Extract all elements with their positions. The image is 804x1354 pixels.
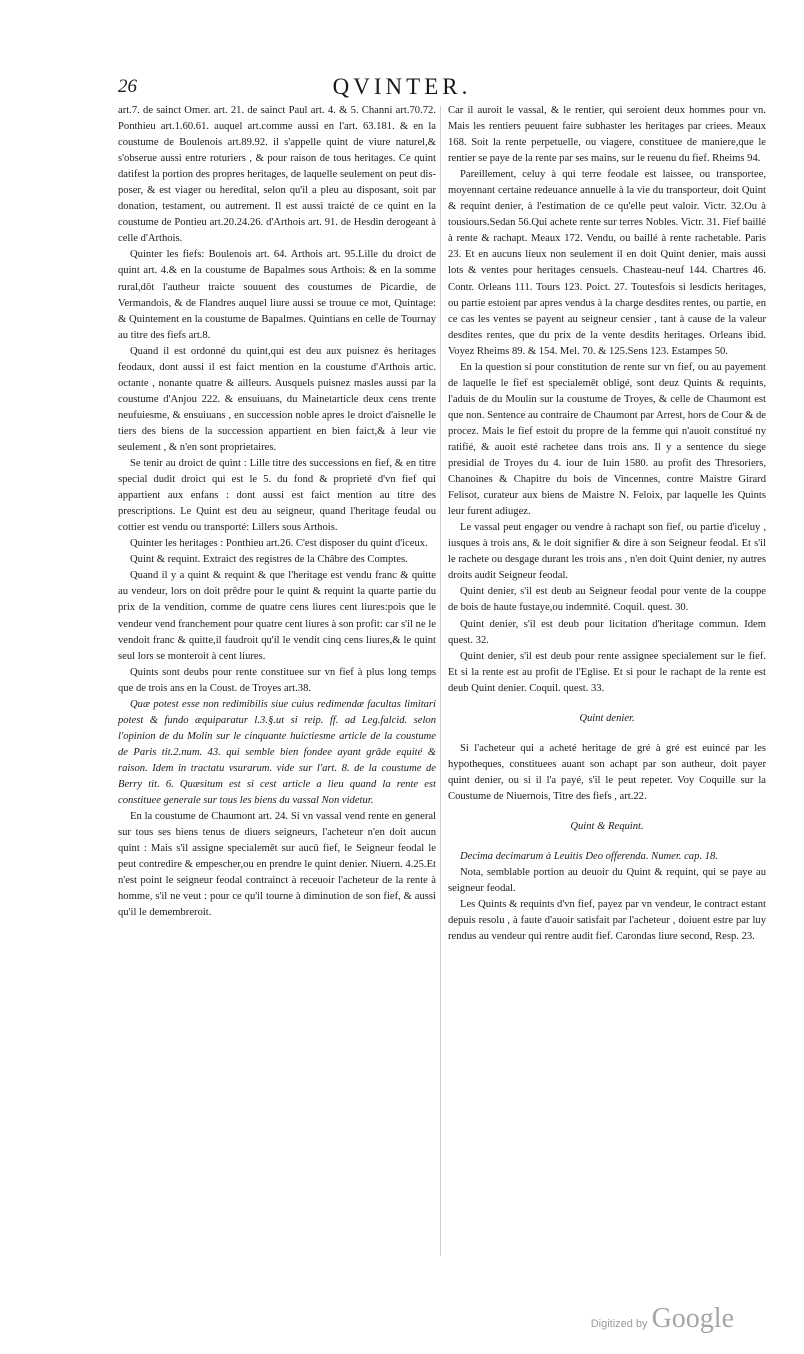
paragraph: En la coustume de Chaumont art. 24. Si vn vassal vend rente en general sur tous ses biens tenus de diuers seigneurs, l'acheteur n'en doit aucun quint : Mais s'il assigne specialemēt sur aucū fief, le Seigneur feodal le peut contredire & empescher,ou en prendre le quint denier. Niuern. 4.25.Et n'est point le seigneur feodal contrainct à receuoir l'acheteur de la rente à homme, s'il ne veut : pour ce qu'il tourne à diminution de son fief, & aussi qu'il le demembreroit. xyxy=(118,811,436,919)
paragraph: Pareillement, celuy à qui terre feodale est laissee, ou transportee, moyennant certaine redeuance annuelle à la vie du transporteur, doit Quint & requint denier, à l'estimation de ce qu'elle peut valoir. Victr. 32.Ou à tousiours.Sedan 56.Qui achete rente sur terres Nobles. Victr. 31. Fief baillé à rente & rachapt. Meaux 172. Vendu, ou baillé à rente rachetable. Paris 23. Et en aucuns lieux non seulement il en doit Quint denier, mais aussi lots & ventes pour heritages censuels. Chasteau-neuf 144. Chartres 46. Contr. Orleans 111. Tours 123. Poict. 27. Toutesfois si lesdicts heritages, ou partie estoient par apres vendus à la charge desdites rentes, ou partie, en ce cas les ventes se payent au seigneur censier , tant à cause de la valeur desdites rentes, que du prix de la vente desdits heritages. Orleans ibid. Voyez Rheims 89. & 154. Mel. 70. & 125.Sens 123. Estampes 50. xyxy=(448,169,766,357)
digitization-footer xyxy=(591,1303,734,1335)
right-column xyxy=(448,103,766,945)
paragraph: Nota, semblable portion au deuoir du Quint & requint, qui se paye au seigneur feodal. xyxy=(448,867,766,895)
paragraph: Quint denier, s'il est deub pour licitation d'heritage commun. Idem quest. 32. xyxy=(448,618,766,646)
paragraph: Quint & requint. Extraict des registres de la Châbre des Comptes. xyxy=(130,554,408,566)
paragraph: Decima decimarum à Leuitis Deo offerenda. Numer. cap. 18. xyxy=(460,851,718,863)
paragraph: Les Quints & requints d'vn fief, payez par vn vendeur, le contract estant depuis resolu , à faute d'auoir satisfait par l'acheteur , doiuent estre par luy rendus au vendeur qui rentre audit fief. Carondas liure second, Resp. 23. xyxy=(448,899,766,943)
paragraph: art.7. de sainct Omer. art. 21. de sainct Paul art. 4. & 5. Channi art.70.72. Ponthieu art.1.60.61. auquel art.comme aussi en l'art. 63.181. & en la coustume de Boulenois art.89.92. il s'appelle quint de viure naturel,& s'obserue aussi entre roturiers , & pour raison de tous heritages. Ce quint datifest la portion des propres heritages, de laquelle seulement on peut dis- poser, & est viager ou heredital, selon qu'il a pleu au disposant, soit par donation, testament, ou autrement. Il est aussi traicté de ce quint en la coustume de Pontieu art.20.24.26. d'Arthois art. 91. de Hesdin derogeant à celle d'Arthois. xyxy=(118,105,436,245)
paragraph: Quints sont deubs pour rente constituee sur vn fief à plus long temps que de trois ans en la Coust. de Troyes art.38. xyxy=(118,666,436,694)
running-head: QVINTER. xyxy=(332,74,472,99)
paragraph: Quand il est ordonné du quint,qui est deu aux puisnez ès heritages feodaux, dont aussi il est faict mention en la coustume d'Arthois artic. octante , nonante quatre & ailleurs. Ausquels puisnez masles aussi par la coustume d'Anjou 222. & ensuiuans, du Mainetarticle deux cens trente neufuiesme, & ensuiuans , en succession noble apres le droict d'aisnelle le tiers des biens de la succession appartient en bien faict,& à leur vie seulement , & n'en sont proprietaires. xyxy=(118,345,436,453)
paragraph: Quint denier, s'il est deub au Seigneur feodal pour vente de la couppe de bois de haute fustaye,ou indemnité. Coquil. quest. 30. xyxy=(448,586,766,614)
paragraph: En la question si pour constitution de rente sur vn fief, ou au payement de laquelle le fief est specialemēt obligé, sont deuz Quints & requints, l'aduis de du Moulin sur la coustume de Troyes, & celle de Chaumont est que non. Sentence au contraire de Chaumont par Arrest, hors de Cour & de procez. Mais le fief estoit du propre de la femme qui n'auoit constitué ny ratifié, & auoit esté rachetee dans trois ans. Il y a sentence du siege presidial de Troyes du 4. iour de Iuin 1580. au profit des Thresoriers, Chanoines & Chapitre du bois de Vincennes, contre Maistre Girard Felisot, curateur aux biens de Maistre N. Feloix, par laquelle les Quints leur furent adiugez. xyxy=(448,361,767,518)
paragraph: Quæ potest esse non redimibilis siue cuius redimendæ facultas limitari potest & fundo æquiparatur l.3.§.ut si reip. ff. ad Leg.falcid. selon l'opinion de du Molin sur le cinquante huictiesme article de la coustume de Paris tit.2.num. 43. qui semble bien fondee ayant grāde equité & raison. Idem in tractatu vsurarum. vide sur l'art. 8. de la coustume de Berry tit. 6. Quæsitum est si cest article a lieu quand la rente est constituee generale sur tous les biens du vassal Non videtur. xyxy=(118,698,436,807)
paragraph: Quint denier, s'il est deub pour rente assignee specialement sur le fief. Et si la rente est au profit de l'Eglise. Et si pour le rachapt de la rente est deub Quint denier. Coquil. quest. 33. xyxy=(448,650,766,694)
paragraph: Se tenir au droict de quint : Lille titre des successions en fief, & en titre special dudit droict qui est le 5. du fond & proprieté d'vn fief qui appartient aux enfans : dont aussi est faict mention au titre des prescriptions. Le Quint est deu au seigneur, quand l'heritage feudal ou cottier est vendu ou transporté: Lillers sous Arthois. xyxy=(118,458,436,534)
paragraph: Quinter les fiefs: Boulenois art. 64. Arthois art. 95.Lille du droict de quint art. 4.& en la coustume de Bapalmes sous Arthois: & en la somme rural,dōt l'autheur traicte souuent des coustumes de Picardie, de Vermandois, & de Flandres auquel liure aussi se trouue ce mot, Quintage: & Quintement en la coustume de Bapalmes. Quintians en celle de Tournay au titre des fiefs art.8. xyxy=(118,249,436,341)
page-number: 26 xyxy=(118,76,137,97)
section-heading: Quint denier. xyxy=(579,712,635,724)
left-column xyxy=(118,103,436,921)
google-logo: Google xyxy=(651,1303,734,1334)
column-gutter xyxy=(440,106,441,1256)
digitized-by-label: Digitized by xyxy=(590,1318,648,1330)
paragraph: Le vassal peut engager ou vendre à rachapt son fief, ou partie d'iceluy , iusques à trois ans, & le doit signifier & dire à son Seigneur feodal. Et s'il le rachete ou desgage durant les trois ans , n'en doit Quint denier, ny autres droits audit Seigneur feodal. xyxy=(448,522,766,582)
paragraph: Quand il y a quint & requint & que l'heritage est vendu franc & quitte au vendeur, lors on doit prēdre pour le quint & requint la quarte partie du prix de la vendition, comme de quatre cens liures cent liures:pois que le vendeur vend franchement pour quatre cent liures à son profit: car s'il ne le vendoit franc & quitte,il faudroit qu'il le vendit cinq cens liures,& le quint seul lors se monteroit à cent liures. xyxy=(118,570,436,662)
paragraph: Si l'acheteur qui a acheté heritage de gré à gré est euincé par les hypotheques, constituees auant son achapt par son autheur, doit payer quint denier, ou si il l'a payé, s'il le peut repeter. Voy Coquille sur la Coustume de Niuernois, Titre des fiefs , art.22. xyxy=(448,742,766,802)
paragraph: Quinter les heritages : Ponthieu art.26. C'est disposer du quint d'iceux. xyxy=(130,538,428,550)
paragraph: Car il auroit le vassal, & le rentier, qui seroient deux hommes pour vn. Mais les rentiers peuuent faire subhaster les heritages par criees. Meaux 168. Soit la rente perpetuelle, ou viagere, constituee de maniere,que le rentier se paye de la rente par ses mains, sur le reuenu du fief. Rheims 94. xyxy=(448,105,766,165)
section-heading: Quint & Requint. xyxy=(570,820,644,832)
